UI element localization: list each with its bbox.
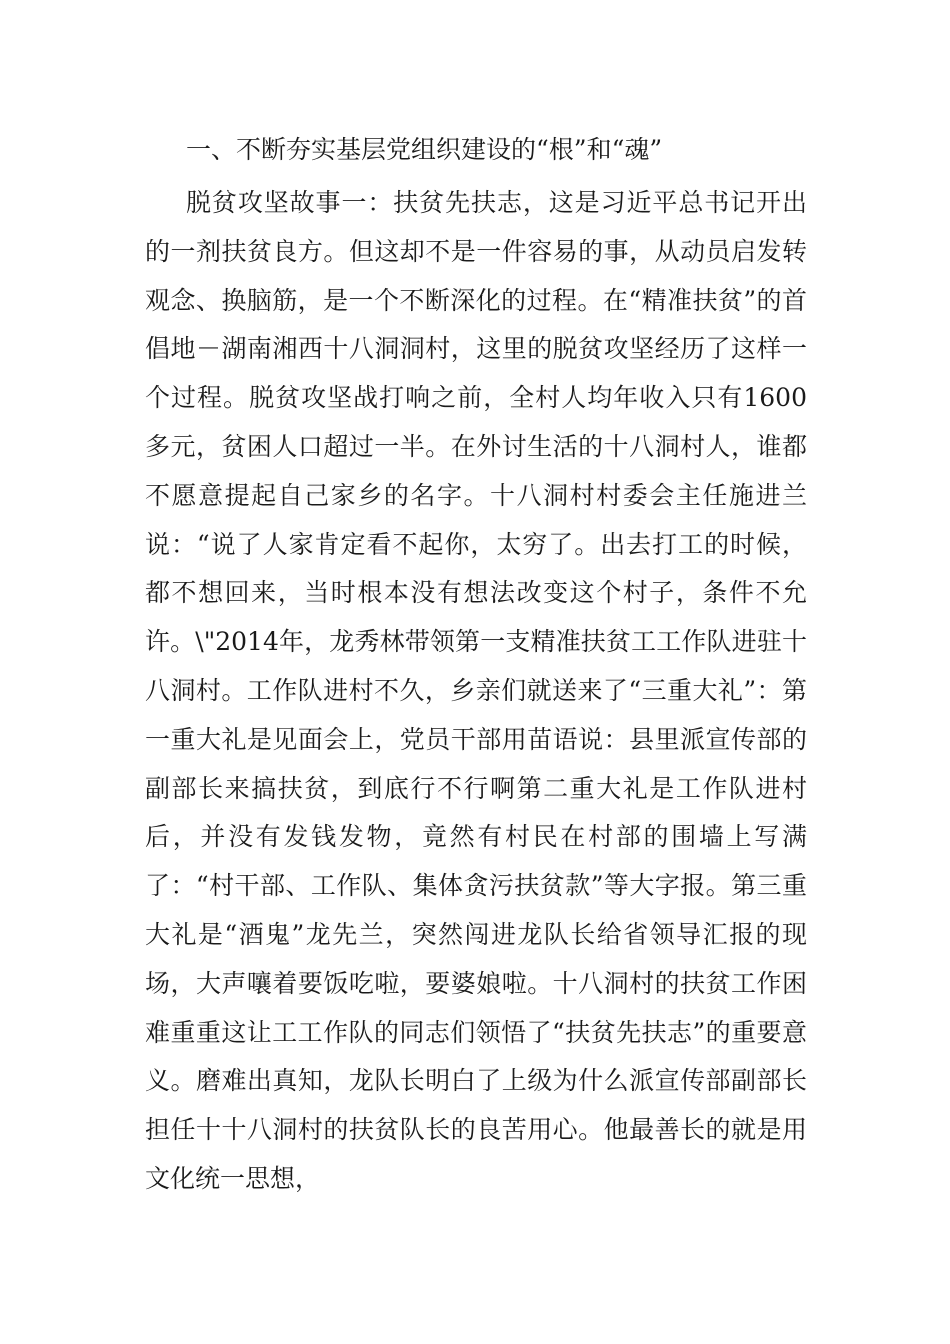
body-paragraph: 脱贫攻坚故事一：扶贫先扶志，这是习近平总书记开出的一剂扶贫良方。但这却不是一件容易的事，从动员启发转观念、换脑筋，是一个不断深化的过程。在“精准扶贫”的首倡地－湖南湘西十八洞洞村，这里的脱贫攻坚经历了这样一个过程。脱贫攻坚战打响之前，全村人均年收入只有1600多元，贫困人口超过一半。在外讨生活的十八洞村人，谁都不愿意提起自己家乡的名字。十八洞村村委会主任施进兰说：“说了人家肯定看不起你，太穷了。出去打工的时候，都不想回来，当时根本没有想法改变这个村子，条件不允许。\"2014年，龙秀林带领第一支精准扶贫工工作队进驻十八洞村。工作队进村不久，乡亲们就送来了“三重大礼”：第一重大礼是见面会上，党员干部用苗语说：县里派宣传部的副部长来搞扶贫，到底行不行啊第二重大礼是工作队进村后，并没有发钱发物，竟然有村民在村部的围墙上写满了：“村干部、工作队、集体贪污扶贫款”等大字报。第三重大礼是“酒鬼”龙先兰，突然闯进龙队长给省领导汇报的现场，大声嚷着要饭吃啦，要婆娘啦。十八洞村的扶贫工作困难重重这让工工作队的同志们领悟了“扶贫先扶志”的重要意义。磨难出真知，龙队长明白了上级为什么派宣传部副部长担任十十八洞村的扶贫队长的良苦用心。他最善长的就是用文化统一思想， — [145, 188, 807, 1193]
section-heading: 一、不断夯实基层党组织建设的“根”和“魂” — [186, 135, 663, 164]
